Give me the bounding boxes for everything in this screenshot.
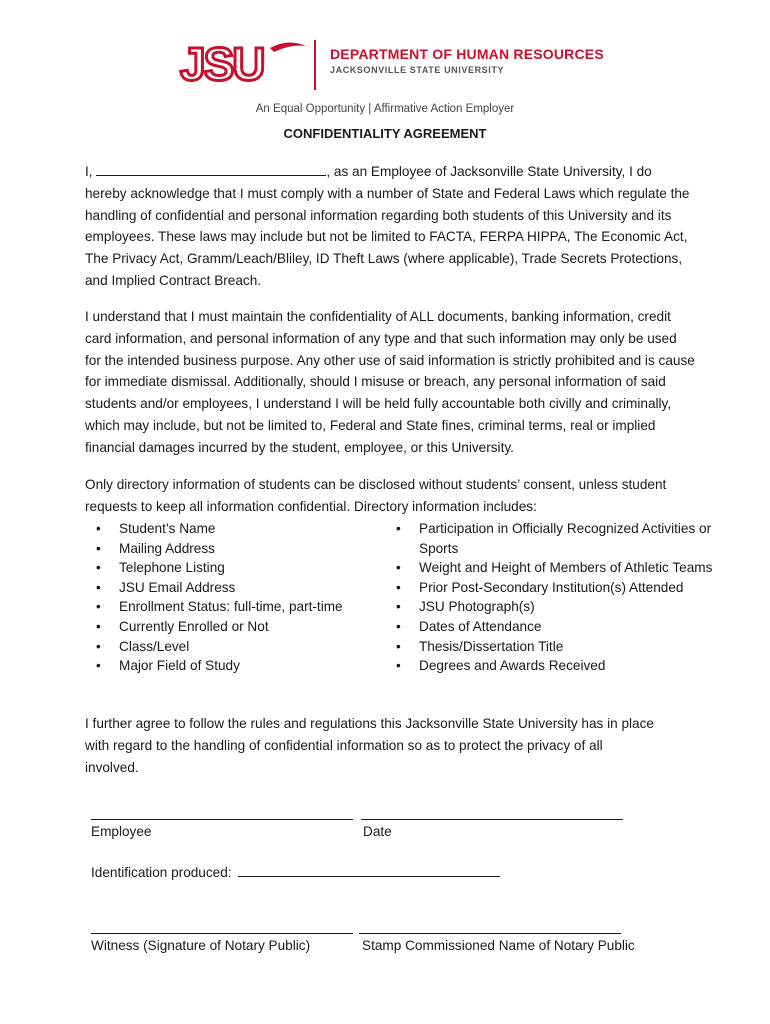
bullet-icon: • — [396, 579, 401, 595]
list-item — [96, 519, 376, 539]
list-item — [96, 656, 376, 676]
bullet-icon: • — [96, 618, 101, 634]
directory-list-left — [96, 519, 376, 676]
list-item — [96, 617, 376, 637]
list-item-text: Prior Post-Secondary Institution(s) Attended — [419, 579, 684, 595]
identification-label: Identification produced: — [91, 865, 232, 880]
list-item — [396, 656, 716, 676]
logo-swoosh-icon — [270, 42, 306, 52]
bullet-icon: • — [96, 599, 101, 615]
list-item-text: JSU Email Address — [119, 579, 236, 595]
bullet-icon: • — [396, 638, 401, 654]
paragraph-start: I, — [85, 164, 93, 179]
bullet-icon: • — [396, 658, 401, 674]
list-item-text: Currently Enrolled or Not — [119, 618, 269, 634]
stamp-label: Stamp Commissioned Name of Notary Public — [362, 938, 635, 953]
logo-divider — [314, 40, 316, 90]
witness-label: Witness (Signature of Notary Public) — [91, 938, 311, 953]
university-name: JACKSONVILLE STATE UNIVERSITY — [330, 65, 505, 75]
list-item — [96, 597, 376, 617]
employee-name-field[interactable] — [96, 161, 326, 176]
list-item-text: Dates of Attendance — [419, 618, 542, 634]
list-item — [396, 637, 716, 657]
logo-wordmark: JSU — [180, 38, 264, 90]
identification-row — [91, 862, 500, 880]
paragraph-acknowledgement — [85, 161, 695, 292]
list-item — [96, 539, 376, 559]
date-signature-line[interactable] — [361, 819, 623, 820]
letterhead — [178, 36, 618, 94]
paragraph-confidentiality: I understand that I must maintain the confidentiality of ALL documents, banking information, credit card information, and personal information of any type and that such information may only be used for the intended business purpose. Any other use of said information is strictly prohibited and is cause for immediate dismissal. Additionally, should I misuse or breach, any personal information of said students and/or employees, I understand I will be held fully accountable both civilly and criminally, which may include, but not be limited to, Federal and State fines, criminal terms, real or implied financial damages incurred by the student, employee, or this University. — [85, 309, 695, 455]
list-item-text: Class/Level — [119, 638, 190, 654]
bullet-icon: • — [96, 579, 101, 595]
bullet-icon: • — [396, 521, 401, 536]
list-item — [96, 558, 376, 578]
list-item-text: Enrollment Status: full-time, part-time — [119, 599, 343, 615]
list-item-text: Telephone Listing — [119, 560, 225, 576]
paragraph-agreement: I further agree to follow the rules and regulations this Jacksonville State University has in place with regard to the handling of confidential information so as to protect the privacy of all involved. — [85, 716, 654, 775]
employee-label: Employee — [91, 824, 152, 839]
employer-tagline: An Equal Opportunity | Affirmative Action Employer — [255, 103, 515, 115]
jsu-logo — [178, 36, 308, 90]
bullet-icon: • — [96, 658, 101, 674]
list-item-text: JSU Photograph(s) — [419, 599, 535, 615]
identification-field[interactable] — [238, 862, 500, 877]
list-item-text: Student’s Name — [119, 521, 216, 536]
date-label: Date — [363, 824, 392, 839]
witness-signature-line[interactable] — [91, 933, 353, 934]
list-item-text: Major Field of Study — [119, 658, 240, 674]
list-item — [396, 597, 716, 617]
list-item — [96, 578, 376, 598]
bullet-icon: • — [96, 638, 101, 654]
list-item-text: Weight and Height of Members of Athletic Teams — [419, 560, 713, 576]
list-item-text: Participation in Officially Recognized Activities or Sports — [419, 521, 712, 556]
list-item-text: Degrees and Awards Received — [419, 658, 606, 674]
list-item — [396, 558, 716, 578]
list-item — [396, 617, 716, 637]
list-item-text: Thesis/Dissertation Title — [419, 638, 564, 654]
list-item — [96, 637, 376, 657]
bullet-icon: • — [396, 599, 401, 615]
list-item — [396, 578, 716, 598]
bullet-icon: • — [96, 521, 101, 536]
employee-signature-line[interactable] — [91, 819, 353, 820]
paragraph-text: , as an Employee of Jacksonville State University, I do hereby acknowledge that I must comply with a number of State and Federal Laws which regulate the handling of confidential and personal information regarding both students of this University and its employees. These laws may include but not be limited to FACTA, FERPA HIPPA, The Economic Act, The Privacy Act, Gramm/Leach/Bliley, ID Theft Laws (where applicable), Trade Secrets Protections, and Implied Contract Breach. — [85, 164, 690, 288]
stamp-signature-line[interactable] — [359, 933, 621, 934]
paragraph-directory: Only directory information of students can be disclosed without students’ consent, unless student requests to keep all information confidential. Directory information includes: — [85, 477, 667, 514]
page-title: CONFIDENTIALITY AGREEMENT — [283, 126, 487, 141]
bullet-icon: • — [96, 540, 101, 556]
bullet-icon: • — [96, 560, 101, 576]
directory-list-right — [396, 519, 716, 676]
bullet-icon: • — [396, 560, 401, 576]
list-item-text: Mailing Address — [119, 540, 215, 556]
list-item — [396, 519, 716, 558]
department-name: DEPARTMENT OF HUMAN RESOURCES — [330, 46, 604, 62]
bullet-icon: • — [396, 618, 401, 634]
